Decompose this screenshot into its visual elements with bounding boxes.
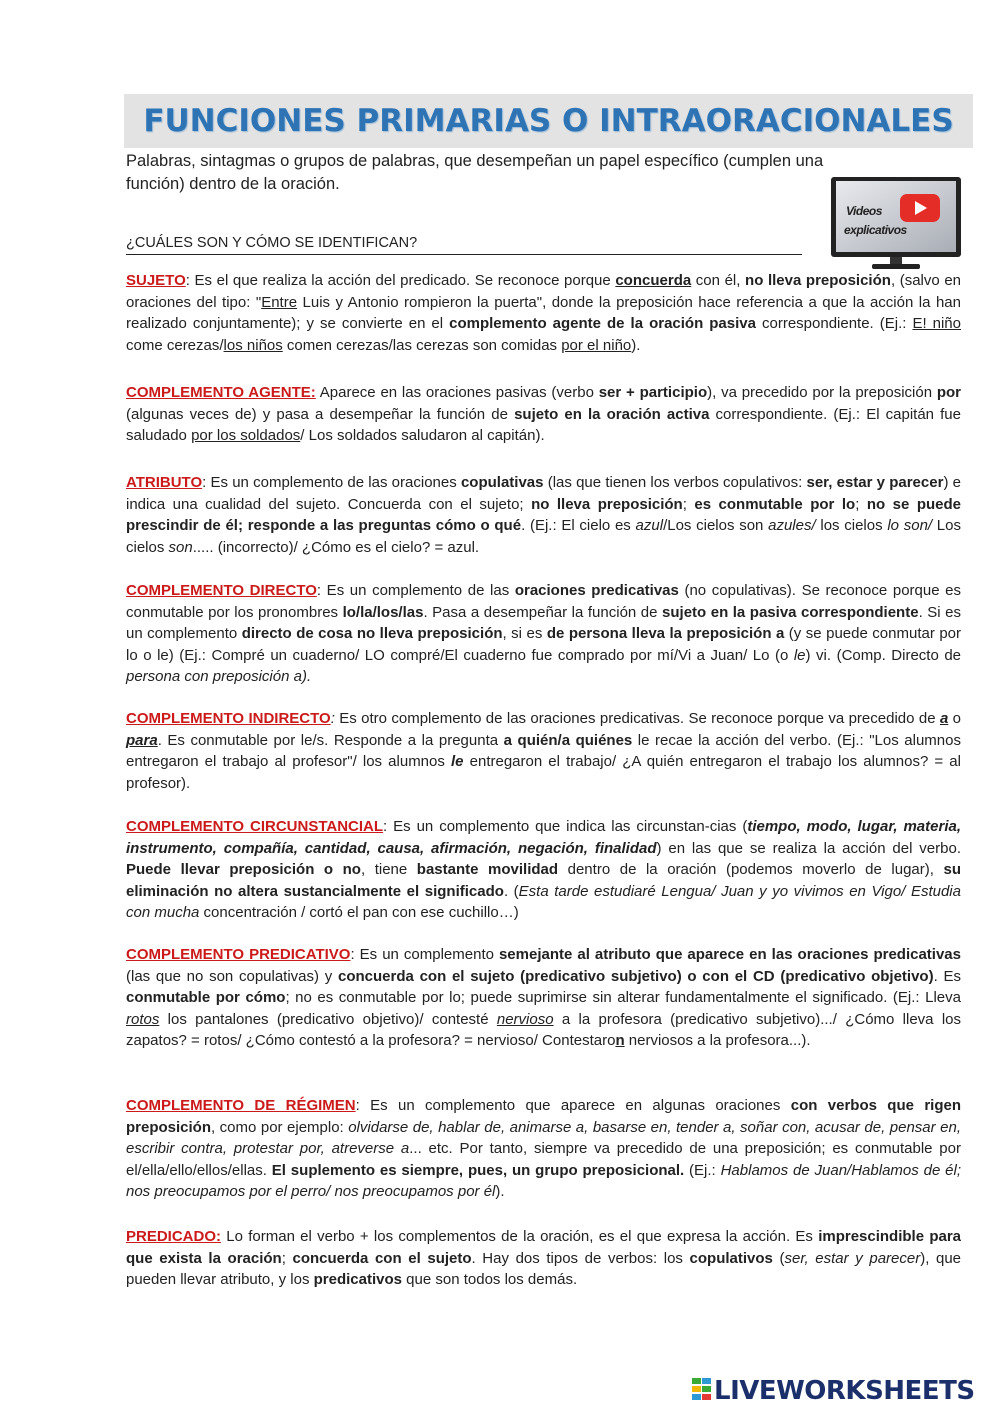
text: : Es un complemento [350, 946, 499, 963]
footer-brand[interactable] [692, 1376, 992, 1408]
text: : Es un complemento de las [316, 582, 515, 599]
text: . Es [933, 967, 961, 985]
text: a la profesora...). [692, 1032, 811, 1050]
text: E! niño [912, 315, 961, 333]
text: persona con preposición a). [126, 668, 312, 686]
text: ser + participio [598, 384, 708, 401]
term-agente: COMPLEMENTO AGENTE: [126, 384, 316, 401]
text: lo/la/los/las [342, 603, 424, 621]
page-title: FUNCIONES PRIMARIAS O INTRAORACIONALES [143, 103, 954, 139]
paragraph-atributo [126, 472, 961, 558]
text: (las que tienen los verbos copulativos: [543, 474, 807, 491]
text: para [126, 731, 158, 749]
text: predicativos [313, 1271, 402, 1289]
text: , (salvo en oraciones del tipo: " [126, 272, 961, 311]
text: concuerda con el sujeto [292, 1249, 472, 1267]
text: n [615, 1032, 625, 1050]
footer-brand-text: LIVEWORKSHEETS [714, 1376, 975, 1406]
text: de persona lleva la preposición a [546, 625, 785, 643]
text: ; [855, 495, 867, 513]
text: sujeto en la pasiva correspondiente [662, 603, 919, 621]
term-sujeto: SUJETO [126, 272, 186, 289]
text: entregaron el trabajo/ ¿A quién entregaron el trabajo los alumnos? = al profesor). [126, 753, 961, 792]
text: (algunas veces de) y pasa a desempeñar la función de [126, 405, 515, 423]
paragraph-regimen [126, 1095, 961, 1203]
intro-text: Palabras, sintagmas o grupos de palabras, que desempeñan un papel específico (cumplen una función) dentro de la oración. [126, 152, 824, 193]
paragraph-indirecto [126, 708, 961, 794]
paragraph-predicativo [126, 944, 961, 1052]
text: Puede llevar preposición o no [126, 861, 361, 879]
text: ). [631, 336, 641, 354]
video-badge[interactable] [830, 176, 962, 272]
text: ), va precedido por la preposición [707, 384, 937, 401]
text: . Si es un complemento [126, 603, 961, 643]
text: le [793, 646, 806, 664]
text: olvidarse de, hablar de, animarse a, basarse en, tender a, soñar con, acusar de, pensar en, escribir contra, protestar por, atreverse a [126, 1118, 961, 1158]
video-badge-line1: Videos [846, 204, 882, 218]
liveworksheets-logo-icon [692, 1378, 712, 1408]
text: ..... (incorrecto)/ ¿Cómo es el cielo? = azul. [192, 538, 480, 556]
paragraph-sujeto [126, 270, 961, 356]
text: concuerda con el sujeto (predicativo subjetivo) o con el CD (predicativo objetivo) [337, 967, 934, 985]
paragraph-agente [126, 382, 961, 447]
text: no se puede prescindir de él; responde a las preguntas cómo o qué [126, 495, 961, 535]
text: complemento agente de la oración pasiva [449, 315, 756, 333]
text: ), que pueden llevar atributo, y los [126, 1249, 962, 1289]
text: o [948, 710, 962, 727]
text: , si es [502, 625, 547, 643]
text: lo son/ [887, 517, 933, 535]
term-indirecto: COMPLEMENTO INDIRECTO [126, 710, 331, 727]
text: (y se puede conmutar por lo o le) (Ej.: Compré un cuaderno/ LO compré/El cuaderno fue comprado por mí/Vi a Juan/ Lo (o [126, 625, 961, 664]
text: los cielos [815, 517, 888, 535]
text: Aparece en las oraciones pasivas (verbo [315, 384, 599, 401]
text: tiempo, modo, lugar, materia, instrumento, compañía, cantidad, causa, afirmación, negación, finalidad [126, 818, 961, 857]
text: , como por ejemplo: [211, 1118, 349, 1136]
text: rotos [126, 1010, 160, 1028]
text: / Los soldados saludaron al capitán). [300, 427, 545, 445]
title-bar [124, 94, 973, 148]
text: conmutable por cómo [126, 989, 286, 1007]
text: Luis y Antonio rompieron la puerta", donde la preposición hace referencia a que la acción la han realizado conjuntamente); y se convierte en el [126, 293, 961, 333]
text: concuerda [615, 272, 692, 289]
text: su eliminación no altera sustancialmente el significado [126, 861, 961, 900]
text: con él, [691, 272, 746, 289]
text: es conmutable por lo [694, 495, 856, 513]
term-atributo: ATRIBUTO [126, 474, 203, 491]
text: ser, estar y parecer [806, 474, 944, 491]
text: : Es un complemento de las oraciones [202, 474, 461, 491]
text: : [330, 710, 335, 727]
text: nervioso [496, 1010, 554, 1028]
text: ; [682, 495, 695, 513]
text: , tiene [360, 861, 417, 879]
text: ) vi. (Comp. Directo de [805, 646, 961, 664]
text: ( [772, 1249, 785, 1267]
text: Entre [261, 293, 298, 311]
text: : Es un complemento que aparece en algunas oraciones [355, 1097, 791, 1114]
text: Es otro complemento de las oraciones predicativas. Se reconoce porque va precedido de [334, 710, 940, 727]
text: copulativas [460, 474, 544, 491]
term-circunstancial: COMPLEMENTO CIRCUNSTANCIAL [126, 818, 384, 835]
paragraph-circunstancial [126, 816, 961, 924]
text: . (Ej.: El cielo es [521, 517, 636, 535]
text: Lo forman el verbo + los complementos de la oración, es el que expresa la acción. Es [221, 1228, 819, 1245]
text: . Es conmutable por le/s. Responde a la pregunta [157, 731, 504, 749]
text: los pantalones (predicativo objetivo)/ contesté [159, 1010, 497, 1028]
text: bastante movilidad [416, 861, 559, 879]
text: dentro de la oración (podemos moverlo de lugar), [558, 861, 944, 879]
paragraph-directo [126, 580, 961, 688]
text: come cerezas/ [126, 336, 224, 354]
text: (no copulativas). Se reconoce porque es conmutable por los pronombres [126, 582, 962, 621]
term-directo: COMPLEMENTO DIRECTO [126, 582, 317, 599]
text: por el niño [561, 336, 632, 354]
text: /Los cielos son [663, 517, 769, 535]
text: . Hay dos tipos de verbos: los [471, 1249, 690, 1267]
text: le [451, 753, 464, 771]
text: copulativos [689, 1249, 773, 1267]
text: azul [635, 517, 664, 535]
text: ). [495, 1183, 505, 1201]
text: oraciones predicativas [514, 582, 679, 599]
text: correspondiente. (Ej.: [755, 315, 913, 333]
text: ) en las que se realiza la acción del verbo. [656, 839, 961, 857]
text: semejante al atributo que aparece en las oraciones predicativas [498, 946, 961, 963]
text: no lleva preposición [531, 495, 683, 513]
text: Hablamos de Juan/Hablamos de él; nos preocupamos por el perro/ nos preocupamos por él [126, 1161, 961, 1201]
text: por los soldados [191, 427, 301, 445]
text: ; no es conmutable por lo; puede suprimirse sin alterar fundamentalmente el significado. (Ej.: Lleva [285, 989, 961, 1007]
text: con verbos que rigen preposición [126, 1097, 961, 1136]
paragraph-predicado [126, 1226, 961, 1291]
text: por [936, 384, 962, 401]
text: le recae la acción del verbo. (Ej.: "Los alumnos entregaron el trabajo al profesor"/ los alumnos [126, 731, 961, 771]
text: no lleva preposición [745, 272, 891, 289]
text: directo de cosa no lleva preposición [241, 625, 503, 643]
text: comen cerezas/las cerezas son comidas [282, 336, 562, 354]
text: Los cielos [126, 517, 961, 556]
text: ... etc. Por tanto, siempre va precedido de una preposición; es conmutable por el/ella/ello/ellos/ellas. [126, 1140, 961, 1179]
text: : Es el que realiza la acción del predicado. Se reconoce porque [185, 272, 616, 289]
text: . Pasa a desempeñar la función de [423, 603, 663, 621]
text: azules/ [768, 517, 816, 535]
text: los niños [223, 336, 283, 354]
term-predicado: PREDICADO: [126, 1228, 222, 1245]
text: (Ej.: [684, 1161, 721, 1179]
text: (las que no son copulativas) y [126, 967, 338, 985]
text: . ( [503, 882, 519, 900]
term-regimen: COMPLEMENTO DE RÉGIMEN [126, 1097, 356, 1114]
text: : Es un complemento que indica las circunstan-cias ( [383, 818, 748, 835]
text: correspondiente. (Ej.: El capitán fue saludado [126, 405, 961, 445]
text: El suplemento es siempre, pues, un grupo preposicional. [271, 1161, 685, 1179]
text: a la profesora (predicativo subjetivo).../ ¿Cómo lleva los zapatos? = rotos/ ¿Cómo contestó a la profesora? = nervioso/ Contestaro [126, 1010, 962, 1050]
text: ser, estar y parecer [784, 1249, 921, 1267]
text: sujeto en la oración activa [514, 405, 710, 423]
video-badge-line2: explicativos [844, 223, 907, 237]
text: Esta tarde estudiaré Lengua/ Juan y yo vivimos en Vigo/ Estudia con mucha [126, 882, 961, 922]
text: a [939, 710, 949, 727]
text: imprescindible para que exista la oración [126, 1228, 962, 1267]
section-question: ¿CUÁLES SON Y CÓMO SE IDENTIFICAN? [126, 234, 802, 255]
text: ; [281, 1249, 293, 1267]
text: concentración / cortó el pan con ese cuchillo…) [199, 904, 519, 922]
text: a quién/a quiénes [503, 731, 633, 749]
text: que son todos los demás. [402, 1271, 578, 1289]
text: nerviosos [624, 1032, 693, 1050]
text: son [168, 538, 193, 556]
term-predicativo: COMPLEMENTO PREDICATIVO [126, 946, 351, 963]
text: ) e indica una cualidad del sujeto. Concuerda con el sujeto; [126, 474, 961, 513]
